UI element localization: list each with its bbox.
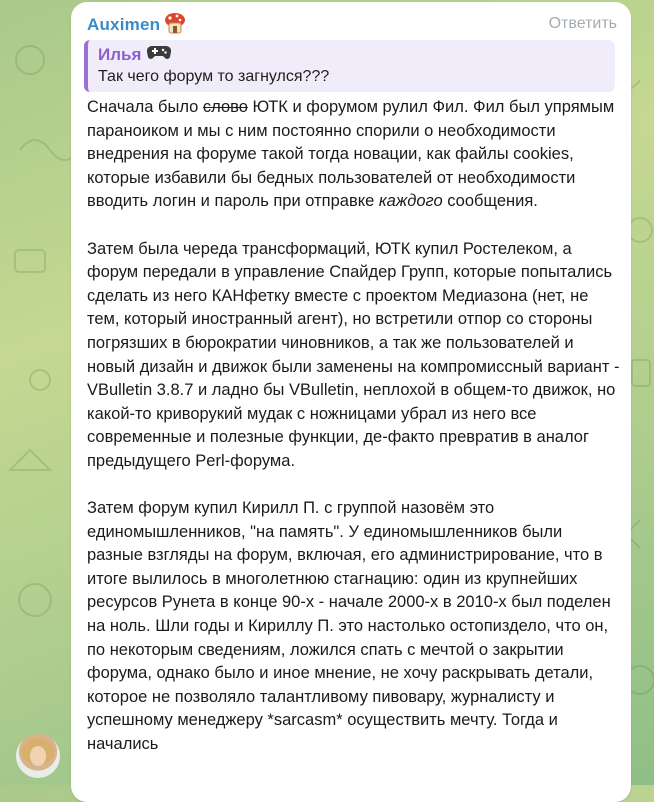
avatar-face [30,746,46,766]
message-header [87,12,617,38]
message-bubble [71,2,631,802]
mushroom-house-icon [164,12,186,38]
sender-row [87,12,617,38]
quote-text: Так чего форум то загнулся??? [98,68,330,85]
message-text [87,96,622,780]
quote-author-row [98,43,605,66]
paragraph-2: Затем была череда трансформаций, ЮТК купил Ростелеком, а форум передали в управление Спайдер Групп, которые попытались сделать из него КАНфетку вместе с проектом Медиазона (нет, не тем, который иностранный агент), но встретили отпор со стороны погрязших в бюрократии чиновников, а так же пользователей и новый дизайн и движок были заменены на компромиссный вариант - VBulletin 3.8.7 и ладно бы VBulletin, неплохой в общем-то движок, но какой-то криворукий мудак с ножницами убрал из него все современные и полезные функции, де-факто превратив в аналог предыдущего Perl-форума. [87,239,620,470]
paragraph-1 [87,96,622,214]
reply-button[interactable]: Ответить [548,15,617,32]
gamepad-icon [147,43,171,66]
reply-quote[interactable] [84,40,615,92]
quote-author: Илья [98,44,142,64]
strikethrough-word: слово [202,98,248,116]
sender-name[interactable]: Auximen [87,15,161,34]
p1-start: Сначала было [87,98,203,116]
paragraph-3: Затем форум купил Кирилл П. с группой назовём это единомышленников, "на память". У единомышленников были разные взгляды на форум, включая, его администрирование, что в итоге вылилось в многолетнюю стагнацию: один из крупнейших ресурсов Рунета в конце 90-х - начале 2000-х в 2010-х был поделен на ноль. Шли годы и Кириллу П. это настолько остопиздело, что он, по некоторым сведениям, ложился спать с мечтой о закрытии форума, однако было и иное мнение, не хочу раскрывать детали, которое не позволяло талантливому пивовару, журналисту и успешному менеджеру *sarcasm* осуществить мечту. Тогда и начались [87,499,611,754]
sender-avatar[interactable] [16,734,60,778]
italic-word: каждого [378,192,443,211]
p1-middle: ЮТК и форумом рулил Фил. Фил был упрямым параноиком и мы с ним постоянно спорили о необходимости внедрения на форуме такой тогда новации, как файлы cookies, которые избавили бы бедных пользователей от необходимости вводить логин и пароль при отправке [87,98,615,211]
p1-end: сообщения. [442,192,538,211]
